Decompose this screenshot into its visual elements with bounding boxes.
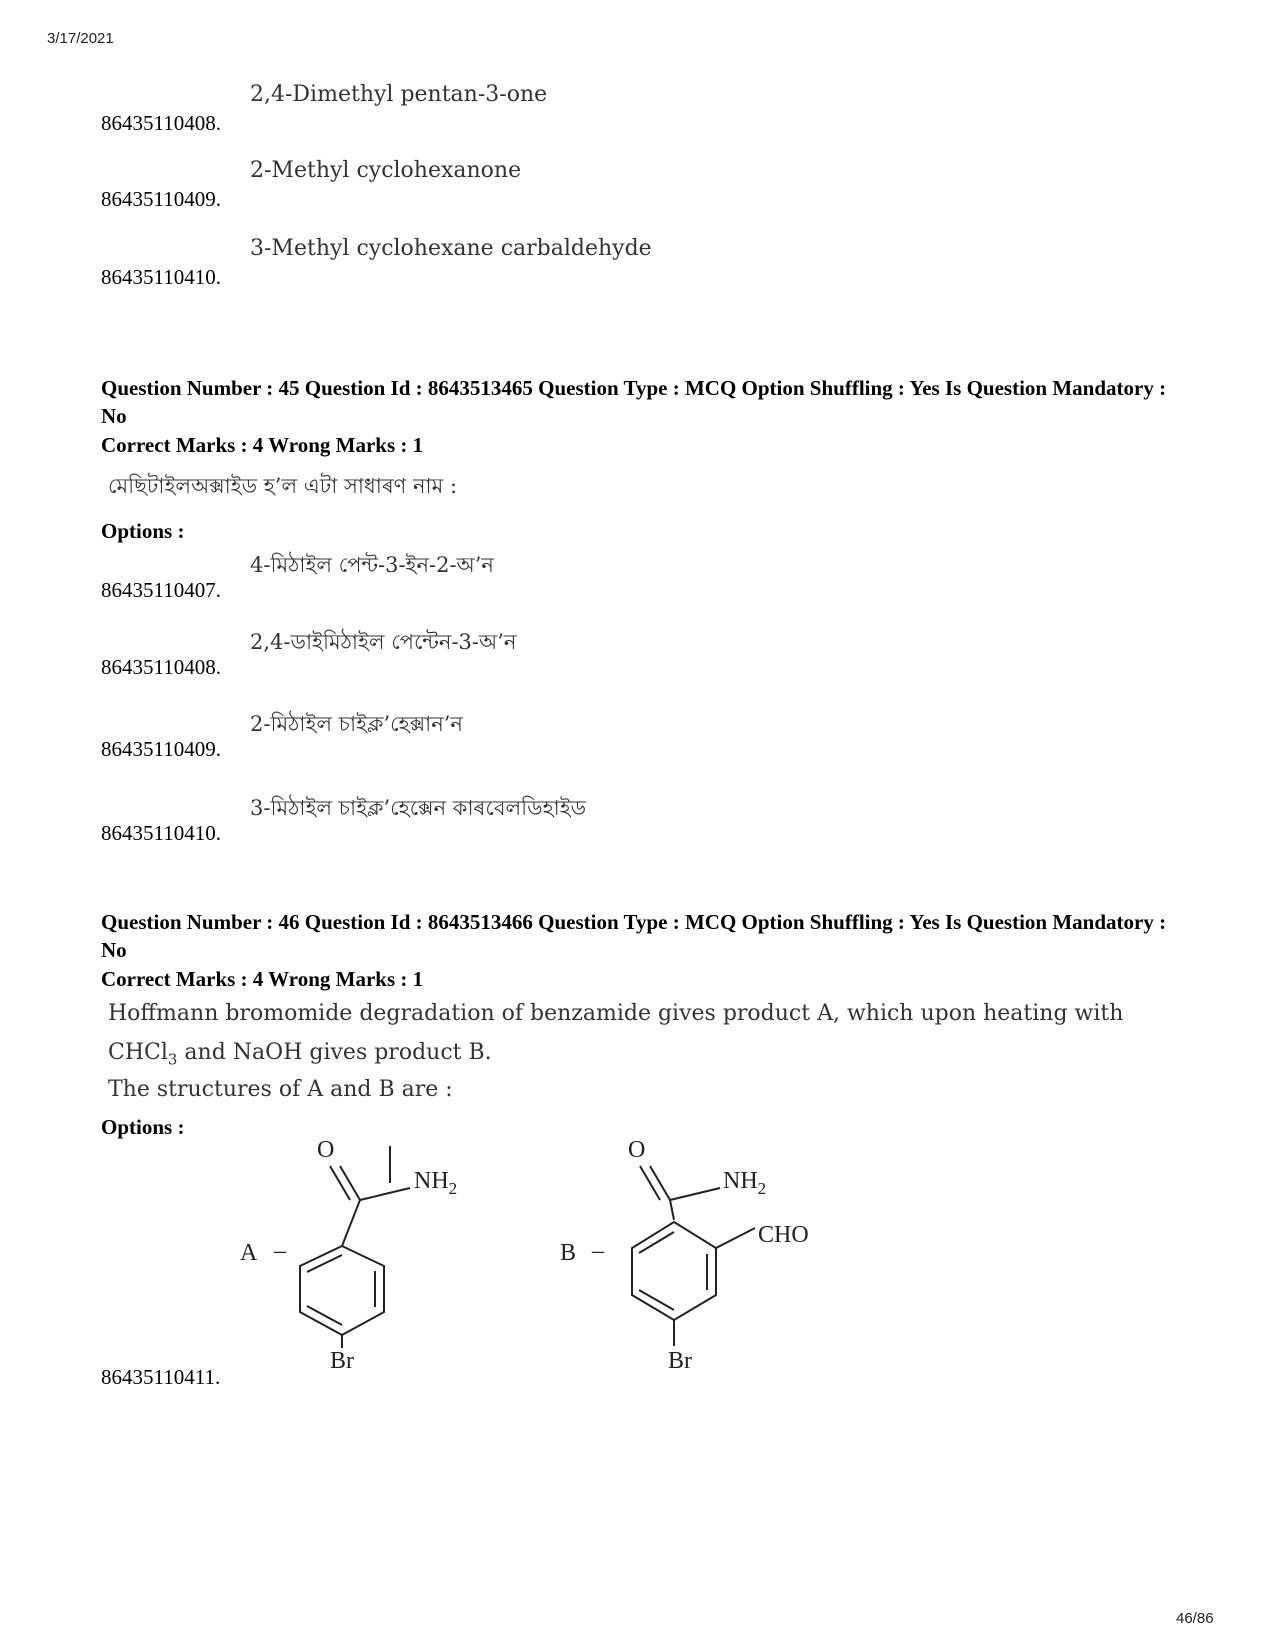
formula-text: CHCl — [108, 1040, 168, 1065]
question-46-stem-line3: The structures of A and B are : — [108, 1077, 453, 1102]
bond — [307, 1306, 342, 1325]
structure-a — [300, 1146, 410, 1348]
bromine-label: Br — [668, 1348, 692, 1374]
option-text: 2-Methyl cyclohexanone — [250, 158, 522, 183]
bond — [716, 1228, 755, 1248]
option-text: 2-মিঠাইল চাইক্ল’হেক্সান’ন — [250, 712, 463, 736]
question-46-header: Question Number : 46 Question Id : 8643513466 Question Type : MCQ Option Shuffling : Yes Is Question Mandatory : No — [101, 910, 1167, 962]
bond — [639, 1290, 674, 1310]
option-id: 86435110409. — [101, 737, 221, 761]
stem-text: and NaOH gives product B. — [177, 1040, 492, 1065]
option-id: 86435110410. — [101, 265, 221, 289]
option-text: 2,4-Dimethyl pentan-3-one — [250, 82, 548, 107]
bond — [360, 1188, 410, 1200]
structure-b-label: B — [560, 1240, 577, 1266]
bond — [307, 1255, 342, 1272]
page-number: 46/86 — [1176, 1610, 1214, 1627]
bond — [340, 1166, 360, 1200]
aldehyde-label: CHO — [758, 1222, 809, 1248]
question-45-marks: Correct Marks : 4 Wrong Marks : 1 — [101, 433, 424, 457]
chemical-structures-figure — [230, 1140, 930, 1400]
amine-label: $NH_2$ — [723, 1168, 767, 1198]
option-id: 86435110407. — [101, 578, 221, 602]
question-45-stem: মেছিটাইলঅক্সাইড হ’ল এটা সাধাৰণ নাম : — [108, 474, 458, 498]
option-text: 3-মিঠাইল চাইক্ল’হেক্সেন কাৰবেলডিহাইড — [250, 796, 587, 820]
option-text: 2,4-ডাইমিঠাইল পেন্টেন-3-অ’ন — [250, 630, 517, 654]
option-text: 4-মিঠাইল পেন্ট-3-ইন-2-অ’ন — [250, 553, 494, 577]
option-text: 3-Methyl cyclohexane carbaldehyde — [250, 236, 652, 261]
bond — [342, 1200, 360, 1246]
print-date: 3/17/2021 — [47, 30, 114, 47]
bond — [670, 1200, 674, 1220]
option-id: 86435110408. — [101, 655, 221, 679]
bond — [670, 1188, 720, 1200]
benzene-ring — [300, 1246, 384, 1335]
bond — [639, 1232, 674, 1253]
bond — [650, 1166, 670, 1200]
amine-label: $NH_2$ — [414, 1168, 458, 1198]
oxygen-label: O — [317, 1140, 335, 1163]
option-id: 86435110409. — [101, 187, 221, 211]
question-46-options-label: Options : — [101, 1115, 185, 1139]
dash: – — [274, 1238, 286, 1264]
option-id: 86435110410. — [101, 821, 221, 845]
question-46-marks: Correct Marks : 4 Wrong Marks : 1 — [101, 967, 424, 991]
structure-a-label: A — [240, 1240, 258, 1266]
option-id: 86435110408. — [101, 111, 221, 135]
dash: – — [592, 1238, 604, 1264]
oxygen-label: O — [628, 1140, 646, 1163]
question-45-options-label: Options : — [101, 519, 185, 543]
question-46-stem-line2 — [108, 1040, 492, 1068]
formula-subscript: 3 — [167, 1050, 178, 1069]
benzene-ring — [632, 1222, 716, 1320]
option-id: 86435110411. — [101, 1365, 221, 1389]
question-45-header: Question Number : 45 Question Id : 8643513465 Question Type : MCQ Option Shuffling : Yes Is Question Mandatory : No — [101, 376, 1167, 428]
bond — [640, 1166, 660, 1200]
bromine-label: Br — [330, 1348, 354, 1374]
bond — [330, 1166, 350, 1200]
question-46-stem-line1: Hoffmann bromomide degradation of benzamide gives product A, which upon heating with — [108, 1001, 1124, 1026]
